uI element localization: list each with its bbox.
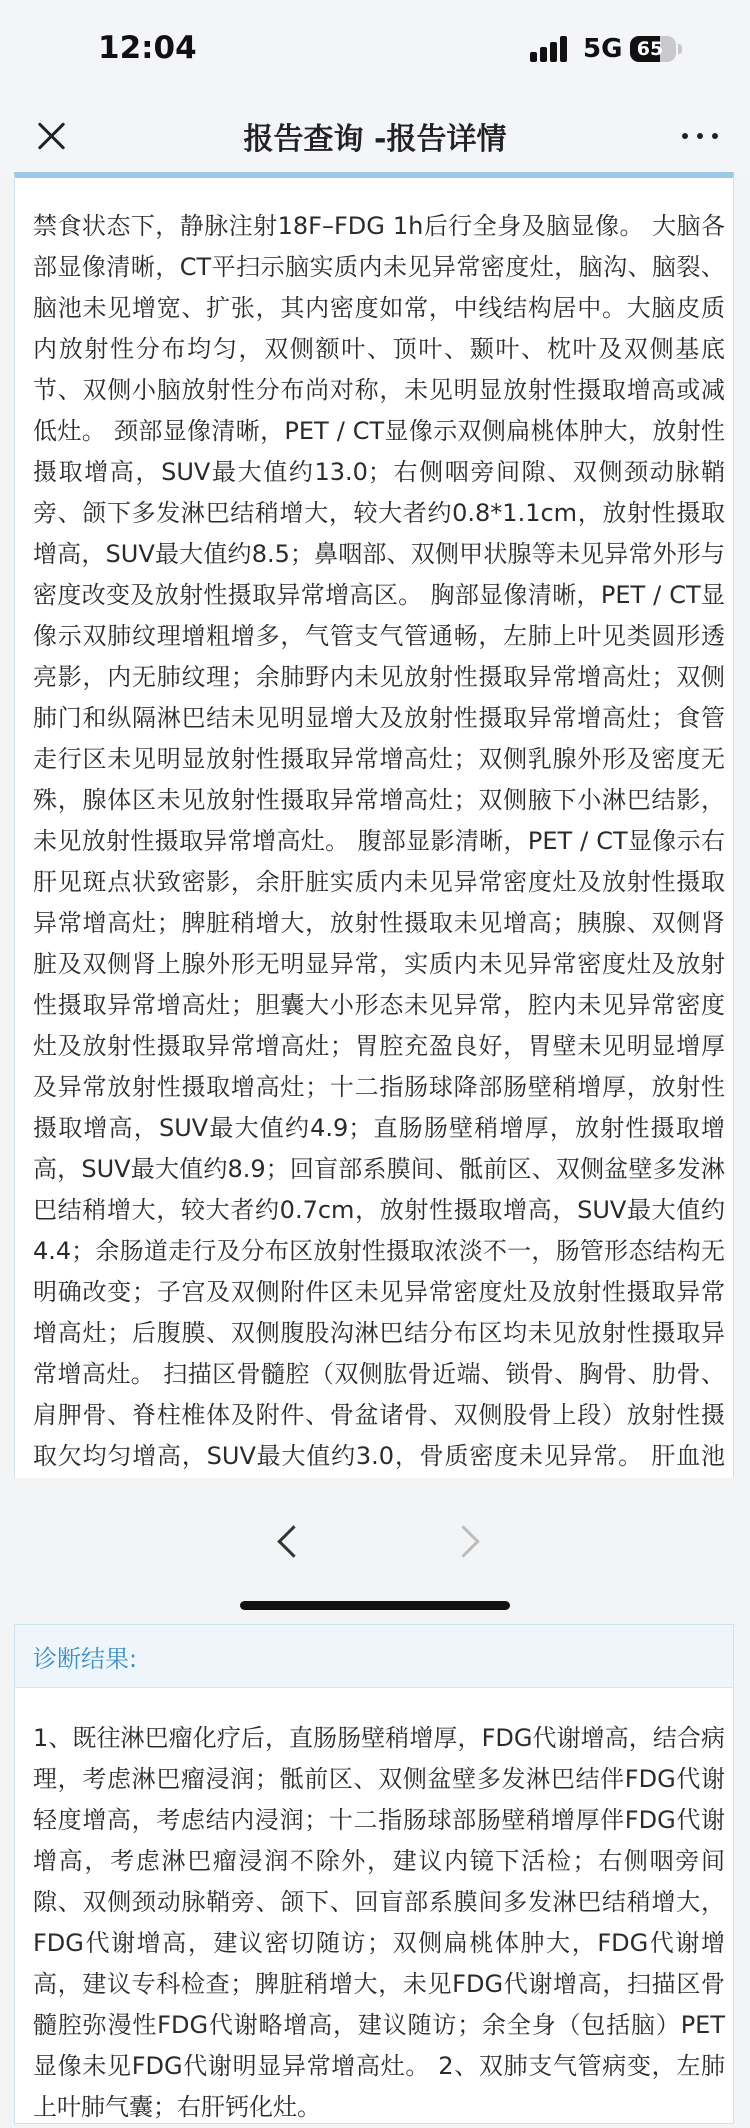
- nav-bar: [0, 100, 750, 172]
- findings-card: [14, 172, 734, 1478]
- chevron-right-icon: [447, 1525, 480, 1558]
- next-page-button[interactable]: [448, 1522, 488, 1562]
- diagnosis-title: 诊断结果:: [33, 1645, 138, 1673]
- chevron-left-icon: [277, 1525, 310, 1558]
- diagnosis-header: [15, 1625, 733, 1688]
- previous-page-button[interactable]: [270, 1522, 310, 1562]
- diagnosis-card: [14, 1624, 734, 2124]
- findings-text: 禁食状态下，静脉注射18F–FDG 1h后行全身及脑显像。 大脑各部显像清晰，CT平扫示脑实质内未见异常密度灶，脑沟、脑裂、脑池未见增宽、扩张，其内密度如常，中线结构居中。大脑皮质内放射性分布均匀，双侧额叶、顶叶、颞叶、枕叶及双侧基底节、双侧小脑放射性分布尚对称，未见明显放射性摄取增高或减低灶。 颈部显像清晰，PET / CT显像示双侧扁桃体肿大，放射性摄取增高，SUV最大值约13.0；右侧咽旁间隙、双侧颈动脉鞘旁、颌下多发淋巴结稍增大，较大者约0.8*1.1cm，放射性摄取增高，SUV最大值约8.5；鼻咽部、双侧甲状腺等未见异常外形与密度改变及放射性摄取异常增高区。 胸部显像清晰，PET / CT显像示双肺纹理增粗增多，气管支气管通畅，左肺上叶见类圆形透亮影，内无肺纹理；余肺野内未见放射性摄取异常增高灶；双侧肺门和纵隔淋巴结未见明显增大及放射性摄取异常增高灶；食管走行区未见明显放射性摄取异常增高灶；双侧乳腺外形及密度无殊，腺体区未见放射性摄取异常增高灶；双侧腋下小淋巴结影，未见放射性摄取异常增高灶。 腹部显影清晰，PET / CT显像示右肝见斑点状致密影，余肝脏实质内未见异常密度灶及放射性摄取异常增高灶；脾脏稍增大，放射性摄取未见增高；胰腺、双侧肾脏及双侧肾上腺外形无明显异常，实质内未见异常密度灶及放射性摄取异常增高灶；胆囊大小形态未见异常，腔内未见异常密度灶及放射性摄取异常增高灶；胃腔充盈良好，胃壁未见明显增厚及异常放射性摄取增高灶；十二指肠球降部肠壁稍增厚，放射性摄取增高，SUV最大值约4.9；直肠肠壁稍增厚，放射性摄取增高，SUV最大值约8.9；回盲部系膜间、骶前区、双侧盆壁多发淋巴结稍增大，较大者约0.7cm，放射性摄取增高，SUV最大值约4.4；余肠道走行及分布区放射性摄取浓淡不一，肠管形态结构无明确改变；子宫及双侧附件区未见异常密度灶及放射性摄取异常增高灶；后腹膜、双侧腹股沟淋巴结分布区均未见放射性摄取异常增高灶。 扫描区骨髓腔（双侧肱骨近端、锁骨、胸骨、肋骨、肩胛骨、脊柱椎体及附件、骨盆诸骨、双侧股骨上段）放射性摄取欠均匀增高，SUV最大值约3.0，骨质密度未见异常。 肝血池: [33, 212, 725, 1470]
- status-time: 12:04: [98, 30, 197, 66]
- status-bar: [0, 0, 750, 100]
- battery-tip: [678, 44, 682, 54]
- network-type: 5G: [583, 34, 623, 64]
- page-title: 报告查询 -报告详情: [243, 122, 507, 157]
- signal-icon: [530, 36, 574, 62]
- pager: [0, 1478, 750, 1612]
- more-icon[interactable]: [680, 128, 720, 144]
- home-indicator[interactable]: [240, 1601, 510, 1610]
- battery-percentage: 65: [636, 38, 664, 60]
- battery-icon: [630, 36, 676, 62]
- diagnosis-text: 1、既往淋巴瘤化疗后，直肠肠壁稍增厚，FDG代谢增高，结合病理，考虑淋巴瘤浸润；骶前区、双侧盆壁多发淋巴结伴FDG代谢轻度增高，考虑结内浸润；十二指肠球部肠壁稍增厚伴FDG代谢增高，考虑淋巴瘤浸润不除外，建议内镜下活检；右侧咽旁间隙、双侧颈动脉鞘旁、颌下、回盲部系膜间多发淋巴结稍增大，FDG代谢增高，建议密切随访；双侧扁桃体肿大，FDG代谢增高，建议专科检查；脾脏稍增大，未见FDG代谢增高，扫描区骨髓腔弥漫性FDG代谢略增高，建议随访；余全身（包括脑）PET显像未见FDG代谢明显异常增高灶。 2、双肺支气管病变，左肺上叶肺气囊；右肝钙化灶。: [33, 1724, 725, 2121]
